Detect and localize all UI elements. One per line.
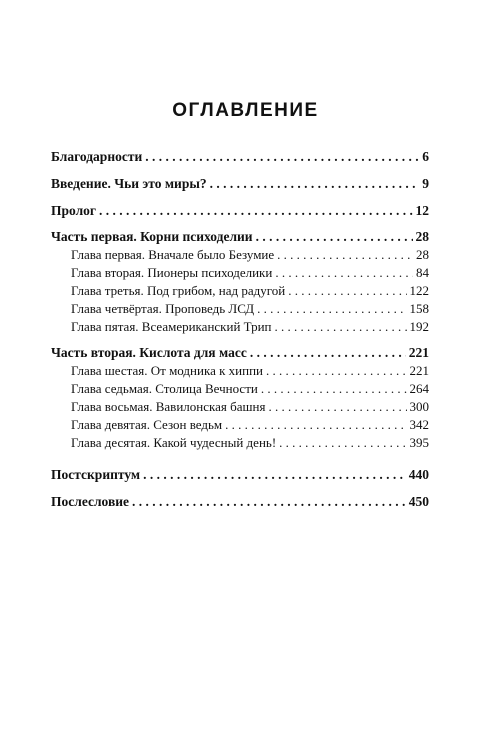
dot-leader xyxy=(288,282,406,300)
toc-entry-chapter-10 xyxy=(51,434,429,452)
toc-entry-chapter-7 xyxy=(51,380,429,398)
toc-entry-page: 440 xyxy=(408,467,429,482)
toc-entry-page: 264 xyxy=(409,381,429,396)
toc-entry-label: Часть вторая. Кислота для масс xyxy=(51,345,247,360)
toc-entry-label: Послесловие xyxy=(51,494,130,509)
dot-leader xyxy=(210,175,420,193)
dot-leader xyxy=(261,380,407,398)
toc-entry-page: 122 xyxy=(409,283,429,298)
toc-entry-label: Глава десятая. Какой чудесный день! xyxy=(71,435,277,450)
dot-leader xyxy=(145,148,419,166)
dot-leader xyxy=(275,264,413,282)
toc-entry-page: 84 xyxy=(416,265,429,280)
dot-leader xyxy=(132,493,406,511)
toc-entry-postscript xyxy=(51,466,429,484)
toc-entry-page: 28 xyxy=(415,229,429,244)
toc-entry-label: Глава пятая. Всеамериканский Трип xyxy=(71,319,272,334)
toc-entry-label: Благодарности xyxy=(51,149,143,164)
dot-leader xyxy=(277,246,413,264)
toc-entry-afterword xyxy=(51,493,429,511)
dot-leader xyxy=(225,416,406,434)
toc-entry-page: 28 xyxy=(416,247,429,262)
toc-entry-part-two xyxy=(51,344,429,362)
toc-entry-label: Глава девятая. Сезон ведьм xyxy=(71,417,223,432)
toc-entry-page: 12 xyxy=(415,203,429,218)
toc-entry-label: Постскриптум xyxy=(51,467,141,482)
toc-entry-chapter-5 xyxy=(51,318,429,336)
toc-entry-page: 342 xyxy=(409,417,429,432)
toc-entry-label: Глава четвёртая. Проповедь ЛСД xyxy=(71,301,255,316)
dot-leader xyxy=(275,318,407,336)
toc-entry-label: Глава первая. Вначале было Безумие xyxy=(71,247,275,262)
toc-entry-chapter-4 xyxy=(51,300,429,318)
toc-title: ОГЛАВЛЕНИЕ xyxy=(172,100,319,121)
toc-entry-page: 6 xyxy=(422,149,429,164)
toc-entry-label: Глава третья. Под грибом, над радугой xyxy=(71,283,286,298)
toc-entry-label: Пролог xyxy=(51,203,97,218)
dot-leader xyxy=(143,466,406,484)
dot-leader xyxy=(268,398,406,416)
toc-entry-chapter-8 xyxy=(51,398,429,416)
toc-entry-page: 9 xyxy=(422,176,429,191)
toc-entry-label: Глава восьмая. Вавилонская башня xyxy=(71,399,266,414)
toc-entry-part-one xyxy=(51,228,429,246)
dot-leader xyxy=(250,344,406,362)
toc-entry-label: Глава седьмая. Столица Вечности xyxy=(71,381,258,396)
dot-leader xyxy=(256,228,413,246)
toc-entry-page: 395 xyxy=(409,435,429,450)
toc-entry-introduction xyxy=(51,175,429,193)
toc-entry-chapter-3 xyxy=(51,282,429,300)
toc-entry-page: 221 xyxy=(408,345,429,360)
toc-entry-label: Глава вторая. Пионеры психоделики xyxy=(71,265,273,280)
toc-entry-page: 221 xyxy=(409,363,429,378)
toc-entry-page: 300 xyxy=(409,399,429,414)
toc-entry-chapter-1 xyxy=(51,246,429,264)
toc-entry-page: 450 xyxy=(408,494,429,509)
toc-entry-page: 158 xyxy=(409,301,429,316)
table-of-contents xyxy=(51,148,429,511)
dot-leader xyxy=(99,202,412,220)
toc-entry-prologue xyxy=(51,202,429,220)
toc-entry-label: Глава шестая. От модника к хиппи xyxy=(71,363,263,378)
toc-entry-acknowledgements xyxy=(51,148,429,166)
dot-leader xyxy=(257,300,406,318)
toc-entry-chapter-6 xyxy=(51,362,429,380)
toc-entry-chapter-2 xyxy=(51,264,429,282)
toc-entry-chapter-9 xyxy=(51,416,429,434)
dot-leader xyxy=(266,362,407,380)
toc-entry-label: Часть первая. Корни психоделии xyxy=(51,229,253,244)
toc-entry-page: 192 xyxy=(409,319,429,334)
toc-entry-label: Введение. Чьи это миры? xyxy=(51,176,207,191)
dot-leader xyxy=(279,434,406,452)
